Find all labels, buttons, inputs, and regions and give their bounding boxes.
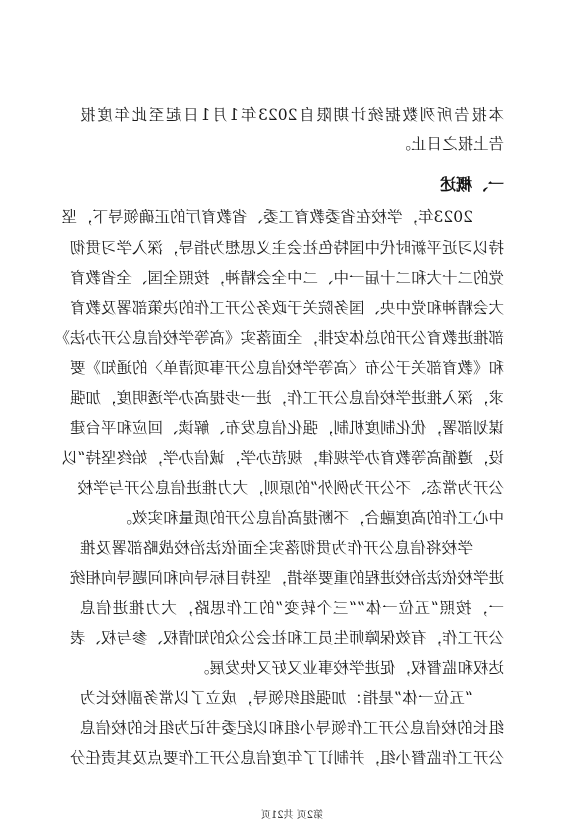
intro-line: 告上报之日止。 [395,135,504,153]
paragraph-line: 2023年，学校在省委教育工委、省教育厅的正确领导下，坚 [61,208,473,226]
paragraph-line: 大会精神和党中央、国务院关于政务公开工作的决策部署及教育 [69,299,504,317]
paragraph-line: 设，遵循高等教育办学规律，规范办学，诚信办学，始终坚持“以 [62,449,504,467]
paragraph-line: 一，按照“五位一体”“三个转变”的工作思路，大力推进信息 [80,599,504,617]
paragraph-line: 学校将信息公开作为贯彻落实全面依法治校战略部署及推 [80,539,473,557]
paragraph-line: 公开工作监督小组，并制订了年度信息公开工作要点及其责任分 [69,749,504,767]
section-heading: 一、概述 [439,175,504,194]
paragraph-line: 党的二十大和二十届一中、二中全会精神，按照全国、全省教育 [69,269,504,287]
paragraph-line: 进学校依法治校进程的重要举措，坚持目标导向和问题导向相统 [69,569,504,587]
page-footer: 第2页 共21页 [260,810,324,821]
intro-line: 本报告所列数据统计期限自2023年1月1日起至此年度报 [80,106,504,124]
paragraph-line: 和《教育部关于公布〈高等学校信息公开事项清单〉的通知》要 [69,359,504,377]
paragraph-line: “五位一体”是指：加强组织领导，成立了以常务副校长为 [80,689,473,707]
paragraph-line: 持以习近平新时代中国特色社会主义思想为指导，深入学习贯彻 [69,239,504,257]
paragraph-line: 公开为常态、不公开为例外”的原则，大力推进信息公开与学校 [77,479,504,497]
paragraph-line: 达权和监督权，促进学校事业又好又快发展。 [193,659,504,677]
paragraph-line: 谋划部署，优化制度机制，强化信息发布、解读、回应和平台建 [69,419,504,437]
paragraph-line: 求，深入推进学校信息公开工作，进一步提高办学透明度，加强 [69,389,504,407]
paragraph-line: 部推进教育公开的总体安排，全面落实《高等学校信息公开办法》 [54,329,504,347]
paragraph-line: 公开工作，有效保障师生员工和社会公众的知情权、参与权、表 [69,629,504,647]
paragraph-line: 中心工作的高度融合，不断提高信息公开的质量和实效。 [116,509,504,527]
paragraph-line: 组长的校信息公开工作领导小组和以纪委书记为组长的校信息 [80,719,504,737]
